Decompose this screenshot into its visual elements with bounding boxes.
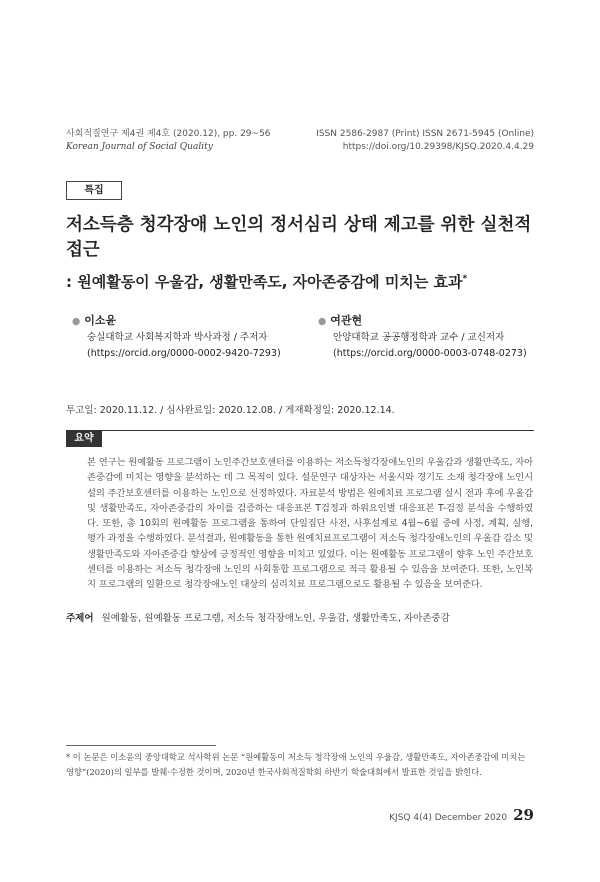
submission-dates: 투고일: 2020.11.12. / 심사완료일: 2020.12.08. / 게재확정일: 2020.12.14. bbox=[66, 405, 395, 416]
keywords-list: 원예활동, 원예활동 프로그램, 저소득 청각장애노인, 우울감, 생활만족도, 자아존중감 bbox=[101, 613, 450, 624]
author-name: 여관현 bbox=[330, 314, 363, 327]
journal-citation: 사회적질연구 제4권 제4호 (2020.12), pp. 29~56 bbox=[66, 129, 271, 139]
keywords bbox=[66, 610, 536, 624]
author-block-1 bbox=[72, 313, 281, 362]
journal-name-en: Korean Journal of Social Quality bbox=[66, 142, 213, 152]
abstract-divider bbox=[66, 430, 534, 431]
section-tag: 특집 bbox=[66, 181, 122, 200]
page-number: 29 bbox=[513, 806, 534, 824]
author-bullet-icon: ● bbox=[72, 316, 81, 327]
author-block-2 bbox=[318, 313, 527, 362]
page-footer bbox=[389, 806, 534, 824]
author-orcid-link[interactable]: (https://orcid.org/0000-0002-9420-7293) bbox=[87, 348, 281, 359]
abstract-text: 본 연구는 원예활동 프로그램이 노인주간보호센터를 이용하는 저소득청각장애노인의 우울감과 생활만족도, 자아존중감에 미치는 영향을 분석하는 데 그 목적이 있다. 설문연구 대상자는 서울시와 경기도 소재 청각장애 노인시설의 주간보호센터를 이용하는 노인으로 선정하였다. 자료분석 방법은 원예치료 프로그램 실시 전과 후에 우울감 및 생활만족도, 자아존중감의 차이를 검증하는 대응표본 T검정과 하위요인별 대응표본 T-검정 분석을 수행하였다. 또한, 총 10회의 원예활동 프로그램을 통하여 단일집단 사전, 사후설계로 4월~6월 중에 사정, 계획, 실행, 평가 과정을 수행하였다. 분석결과, 원예활동을 통한 원예치료프로그램이 저소득 청각장애노인의 우울감 감소 및 생활만족도와 자아존중감 향상에 긍정적인 영향을 미치고 있었다. 이는 원예활동 프로그램이 향후 노인 주간보호센터를 이용하는 저소득 청각장애 노인의 사회통합 프로그램으로 적극 활용될 수 있음을 보여준다. 또한, 노인복지 프로그램의 일환으로 청각장애노인 대상의 심리치료 프로그램으로도 활용될 수 있음을 보여준다. bbox=[87, 457, 533, 591]
author-affiliation: 숭실대학교 사회복지학과 박사과정 / 주저자 bbox=[87, 332, 268, 343]
subtitle-text: : 원예활동이 우울감, 생활만족도, 자아존중감에 미치는 효과 bbox=[66, 273, 463, 291]
footnote-text: * 이 논문은 이소윤의 중앙대학교 석사학위 논문 “원예활동이 저소득 청각장애 노인의 우울감, 생활만족도, 자아존중감에 미치는 영향”(2020)의 일부를 발췌·수정한 것이며, 2020년 한국사회적질학회 하반기 학술대회에서 발표한 것임을 밝힌다. bbox=[66, 752, 526, 777]
paper-subtitle bbox=[66, 269, 546, 292]
doi-link[interactable]: https://doi.org/10.29398/KJSQ.2020.4.4.29 bbox=[342, 142, 534, 152]
abstract-label: 요약 bbox=[66, 430, 102, 447]
keywords-label: 주제어 bbox=[66, 613, 94, 624]
author-affiliation: 안양대학교 공공행정학과 교수 / 교신저자 bbox=[333, 332, 505, 343]
footnote-divider bbox=[66, 745, 216, 746]
author-bullet-icon: ● bbox=[318, 316, 327, 327]
journal-header-left bbox=[66, 128, 271, 154]
footnote-marker[interactable]: * bbox=[462, 274, 468, 284]
issn: ISSN 2586-2987 (Print) ISSN 2671-5945 (Online) bbox=[316, 129, 534, 139]
journal-header-right bbox=[316, 128, 534, 154]
author-orcid-link[interactable]: (https://orcid.org/0000-0003-0748-0273) bbox=[333, 348, 527, 359]
issue-info: KJSQ 4(4) December 2020 bbox=[389, 813, 508, 823]
author-name: 이소윤 bbox=[84, 314, 117, 327]
paper-title: 저소득층 청각장애 노인의 정서심리 상태 제고를 위한 실천적 접근 bbox=[66, 215, 532, 260]
